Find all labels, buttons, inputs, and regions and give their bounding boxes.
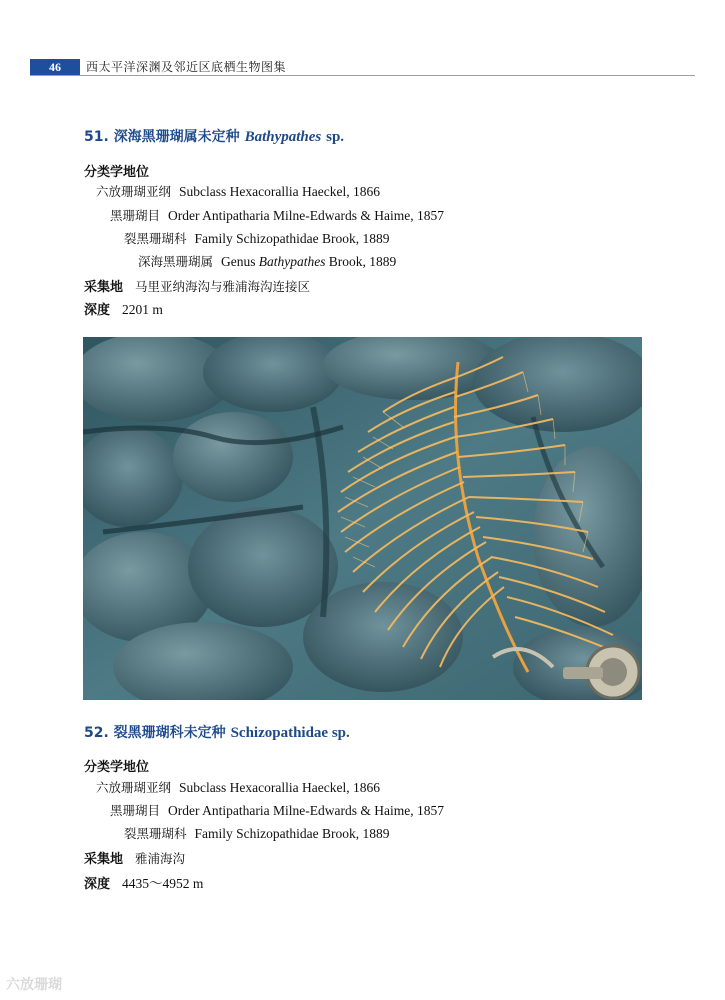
running-header [0,58,725,76]
taxon-en: Family Schizopathidae Brook, 1889 [194,826,390,841]
depth-52 [84,872,203,892]
taxon-en: Subclass Hexacorallia Haeckel, 1866 [179,184,380,199]
taxonomy-label-51: 分类学地位 [84,165,150,180]
depth-value: 2201 m [122,302,163,317]
taxon-52-order [110,801,444,819]
taxon-51-subclass [96,182,380,200]
species-52-latin: Schizopathidae sp. [230,725,350,741]
location-label: 采集地 [84,280,124,295]
location-51 [84,276,310,295]
depth-value: 4435～4952 m [122,876,204,891]
taxon-en: Order Antipatharia Milne-Edwards & Haime, 1857 [168,803,444,818]
location-value: 马里亚纳海沟与雅浦海沟连接区 [135,279,311,294]
coral-photograph [83,337,642,700]
species-51-title-cn: 深海黑珊瑚属未定种 [113,129,240,145]
taxon-en-suffix: Brook, 1889 [328,254,397,269]
species-51-genus: Bathypathes [244,129,322,145]
taxonomy-label-52: 分类学地位 [84,760,150,775]
depth-51 [84,299,163,318]
taxon-51-genus [138,252,396,270]
watermark: 六放珊瑚 [6,977,62,993]
taxon-en-italic: Bathypathes [258,254,326,269]
species-51-title [84,126,344,146]
taxon-52-family [124,824,390,842]
taxon-cn: 黑珊瑚目 [110,208,161,223]
species-52-number: 52. [84,725,109,741]
depth-label: 深度 [84,877,111,892]
book-title: 西太平洋深渊及邻近区底栖生物图集 [86,60,287,74]
location-value: 雅浦海沟 [135,851,186,866]
depth-label: 深度 [84,303,111,318]
taxon-51-order [110,206,444,224]
taxon-cn: 深海黑珊瑚属 [138,254,214,269]
species-51-suffix: sp. [326,129,345,145]
taxon-cn: 六放珊瑚亚纲 [96,184,172,199]
taxon-cn: 六放珊瑚亚纲 [96,780,172,795]
location-52 [84,848,185,867]
taxon-51-family [124,229,390,247]
taxon-en: Order Antipatharia Milne-Edwards & Haime, 1857 [168,208,444,223]
taxon-cn: 黑珊瑚目 [110,803,161,818]
page-number: 46 [30,59,80,75]
taxon-cn: 裂黑珊瑚科 [124,826,187,841]
header-rule [30,75,695,76]
taxon-52-subclass [96,778,380,796]
taxon-en: Subclass Hexacorallia Haeckel, 1866 [179,780,380,795]
taxon-en-prefix: Genus [221,254,256,269]
species-52-title-cn: 裂黑珊瑚科未定种 [113,725,226,741]
species-52-title [84,722,350,742]
species-51-number: 51. [84,129,109,145]
location-label: 采集地 [84,852,124,867]
taxon-cn: 裂黑珊瑚科 [124,231,187,246]
taxon-en: Family Schizopathidae Brook, 1889 [194,231,390,246]
